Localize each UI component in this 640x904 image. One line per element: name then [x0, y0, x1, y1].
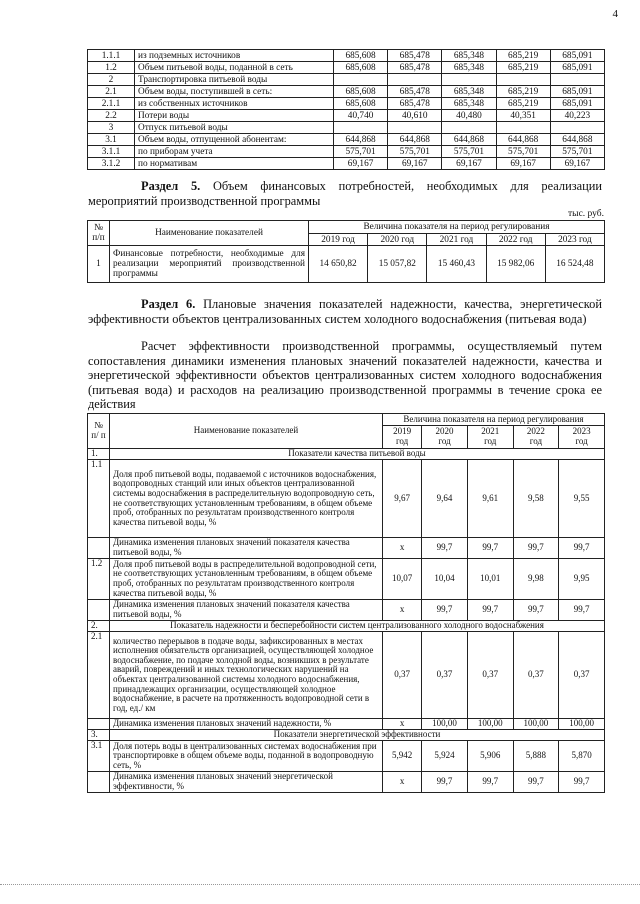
row-value: 685,091: [550, 98, 604, 110]
row-name: Доля проб питьевой воды, подаваемой с источников водоснабжения, водопроводных станций или иных объектов централизованной системы водоснабжения в распределительную водопроводную сеть, не соответствующих установленным требованиям, в общем объеме проб, отобранных по результатам производственного контроля качества питьевой воды, %: [110, 460, 383, 538]
table-row: [88, 122, 605, 134]
row-value: 69,167: [550, 158, 604, 170]
row-value: 15 982,06: [486, 246, 545, 283]
section5-title: Объем финансовых потребностей, необходимых для реализации мероприятий производственной программы: [88, 179, 602, 208]
row-name: Динамика изменения плановых значений показателя качества питьевой воды, %: [110, 538, 383, 559]
row-name: по приборам учета: [135, 146, 334, 158]
row-value: 644,868: [550, 134, 604, 146]
row-value: 99,7: [422, 538, 468, 559]
row-value: 685,348: [442, 50, 496, 62]
header-year: 2022 год: [513, 426, 559, 449]
row-value: [550, 122, 604, 134]
row-value: 685,091: [550, 50, 604, 62]
row-num: 2.1: [88, 86, 135, 98]
row-value: 9,58: [513, 460, 559, 538]
header-name: Наименование показателей: [110, 414, 383, 449]
row-value: 99,7: [559, 600, 605, 621]
table-row: [88, 86, 605, 98]
row-value: 685,219: [496, 86, 550, 98]
row-value: 575,701: [550, 146, 604, 158]
section6-label: Раздел 6.: [141, 297, 196, 311]
row-value: 685,348: [442, 86, 496, 98]
row-num: 2: [88, 74, 135, 86]
row-value: 575,701: [388, 146, 442, 158]
row-value: 69,167: [496, 158, 550, 170]
header-year: 2019 год: [383, 426, 422, 449]
row-value: 15 057,82: [368, 246, 427, 283]
row-value: 99,7: [559, 772, 605, 793]
row-num: 3.1: [88, 134, 135, 146]
row-value: 100,00: [559, 719, 605, 730]
row-value: 9,67: [383, 460, 422, 538]
row-num: 1.1: [88, 460, 110, 538]
group-title: Показатели качества питьевой воды: [110, 449, 605, 460]
row-value: 685,091: [550, 86, 604, 98]
unit-label: тыс. руб.: [568, 209, 604, 219]
row-value: 5,888: [513, 741, 559, 772]
section6-paragraph: Расчет эффективности производственной программы, осуществляемый путем сопоставления динамики изменения плановых значений показателей надежности, качества и энергетической эффективности объектов централизованных систем холодного водоснабжения (питьевая вода) и расходов на реализацию производственной программы в течение срока ее действия: [88, 339, 602, 411]
row-value: [442, 74, 496, 86]
row-name: Динамика изменения плановых значений энергетической эффективности, %: [110, 772, 383, 793]
row-num: 3: [88, 122, 135, 134]
row-name: Доля проб питьевой воды в распределительной водопроводной сети, не соответствующих установленным требованиям, в общем объеме проб, отобранных по результатам производственного контроля качества питьевой воды, %: [110, 559, 383, 600]
row-name: из собственных источников: [135, 98, 334, 110]
row-name: Доля потерь воды в централизованных системах водоснабжения при транспортировке в общем объеме воды, поданной в водопроводную сеть, %: [110, 741, 383, 772]
group-title: Показатель надежности и бесперебойности систем централизованного холодного водоснабжения: [110, 621, 605, 632]
header-num: № п/ п: [88, 414, 110, 449]
row-value: 575,701: [496, 146, 550, 158]
row-value: x: [383, 719, 422, 730]
row-value: [334, 74, 388, 86]
row-value: 9,61: [467, 460, 513, 538]
row-num: 3.1: [88, 741, 110, 772]
row-value: 5,870: [559, 741, 605, 772]
row-value: 685,219: [496, 50, 550, 62]
group-num: 2.: [88, 621, 110, 632]
header-year: 2023 год: [559, 426, 605, 449]
row-name: из подземных источников: [135, 50, 334, 62]
row-value: 0,37: [383, 632, 422, 719]
row-value: 99,7: [559, 538, 605, 559]
row-value: [496, 122, 550, 134]
row-value: 644,868: [388, 134, 442, 146]
row-value: x: [383, 538, 422, 559]
row-value: 15 460,43: [427, 246, 486, 283]
row-value: 644,868: [496, 134, 550, 146]
header-year: 2023 год: [545, 234, 604, 246]
row-value: 685,348: [442, 62, 496, 74]
row-num: 2.1.1: [88, 98, 135, 110]
group-num: 1.: [88, 449, 110, 460]
table-row: [88, 74, 605, 86]
table-row: [88, 62, 605, 74]
row-value: 644,868: [442, 134, 496, 146]
header-year: 2019 год: [309, 234, 368, 246]
header-year: 2021 год: [427, 234, 486, 246]
row-value: 10,04: [422, 559, 468, 600]
row-value: [388, 122, 442, 134]
page-number: 4: [612, 8, 618, 20]
row-value: [334, 122, 388, 134]
header-period: Величина показателя на период регулирования: [383, 414, 605, 426]
row-value: 9,55: [559, 460, 605, 538]
row-name: количество перерывов в подаче воды, зафиксированных в местах исполнения обязательств организацией, осуществляющей холодное водоснабжение, по подаче холодной воды, возникших в результате аварий, повреждений и иных технологических нарушений на объектах централизованной системы холодного водоснабжения, принадлежащих организации, осуществляющей холодное водоснабжение, в расчете на протяженность водопроводной сети в год, ед./ км: [110, 632, 383, 719]
finance-table: [87, 220, 605, 283]
row-value: 100,00: [467, 719, 513, 730]
row-value: 0,37: [467, 632, 513, 719]
header-period: Величина показателя на период регулирования: [309, 221, 605, 234]
row-value: 9,98: [513, 559, 559, 600]
row-value: 40,610: [388, 110, 442, 122]
group-title: Показатели энергетической эффективности: [110, 730, 605, 741]
section5-label: Раздел 5.: [141, 179, 201, 193]
row-name: Финансовые потребности, необходимые для реализации мероприятий производственной программы: [110, 246, 309, 283]
row-value: [496, 74, 550, 86]
row-value: 685,219: [496, 98, 550, 110]
row-value: 9,95: [559, 559, 605, 600]
group-num: 3.: [88, 730, 110, 741]
row-num: 1.2: [88, 559, 110, 600]
header-year: 2020 год: [368, 234, 427, 246]
header-year: 2020 год: [422, 426, 468, 449]
row-value: 100,00: [513, 719, 559, 730]
row-value: [388, 74, 442, 86]
row-name: по нормативам: [135, 158, 334, 170]
table-row: [88, 98, 605, 110]
row-num: 1.1.1: [88, 50, 135, 62]
table-row: [88, 134, 605, 146]
section6-title: Плановые значения показателей надежности, качества, энергетической эффективности объектов централизованных систем холодного водоснабжения (питьевая вода): [88, 297, 602, 326]
row-num: 2.1: [88, 632, 110, 719]
row-value: 69,167: [334, 158, 388, 170]
row-value: 575,701: [442, 146, 496, 158]
row-value: 69,167: [388, 158, 442, 170]
row-value: 0,37: [513, 632, 559, 719]
section5-heading: [88, 179, 602, 208]
row-name: Потери воды: [135, 110, 334, 122]
row-value: 685,478: [388, 98, 442, 110]
section6-heading: [88, 297, 602, 326]
row-value: 685,608: [334, 98, 388, 110]
row-value: 575,701: [334, 146, 388, 158]
row-value: x: [383, 772, 422, 793]
row-value: [442, 122, 496, 134]
row-name: Объем питьевой воды, поданной в сеть: [135, 62, 334, 74]
row-value: 99,7: [422, 600, 468, 621]
row-value: 69,167: [442, 158, 496, 170]
row-value: 685,608: [334, 62, 388, 74]
header-num: № п/п: [88, 221, 110, 246]
row-name: Динамика изменения плановых значений надежности, %: [110, 719, 383, 730]
row-value: 0,37: [559, 632, 605, 719]
row-value: 685,478: [388, 86, 442, 98]
row-value: 40,223: [550, 110, 604, 122]
row-value: 99,7: [467, 600, 513, 621]
row-name: Отпуск питьевой воды: [135, 122, 334, 134]
row-value: 99,7: [513, 600, 559, 621]
row-num: 1.2: [88, 62, 135, 74]
table-row: [88, 158, 605, 170]
row-value: 644,868: [334, 134, 388, 146]
row-value: [550, 74, 604, 86]
row-value: 685,608: [334, 50, 388, 62]
row-value: 99,7: [467, 538, 513, 559]
row-value: 685,478: [388, 62, 442, 74]
row-value: 9,64: [422, 460, 468, 538]
row-value: 0,37: [422, 632, 468, 719]
table-row: [88, 110, 605, 122]
row-value: 685,608: [334, 86, 388, 98]
row-value: 16 524,48: [545, 246, 604, 283]
row-value: 10,01: [467, 559, 513, 600]
row-value: 40,480: [442, 110, 496, 122]
row-num: 2.2: [88, 110, 135, 122]
row-num: 3.1.1: [88, 146, 135, 158]
row-value: x: [383, 600, 422, 621]
row-value: 99,7: [422, 772, 468, 793]
row-value: 5,942: [383, 741, 422, 772]
row-value: 14 650,82: [309, 246, 368, 283]
table-row: [88, 50, 605, 62]
row-name: Транспортировка питьевой воды: [135, 74, 334, 86]
row-value: 5,924: [422, 741, 468, 772]
row-value: 685,348: [442, 98, 496, 110]
row-value: 5,906: [467, 741, 513, 772]
row-value: 40,351: [496, 110, 550, 122]
header-name: Наименование показателей: [110, 221, 309, 246]
page-bottom-edge: [0, 884, 640, 885]
row-name: Объем воды, отпущенной абонентам:: [135, 134, 334, 146]
row-value: 99,7: [513, 772, 559, 793]
row-value: 685,091: [550, 62, 604, 74]
row-num: 1: [88, 246, 110, 283]
row-name: Объем воды, поступившей в сеть:: [135, 86, 334, 98]
row-value: 10,07: [383, 559, 422, 600]
row-value: 40,740: [334, 110, 388, 122]
header-year: 2022 год: [486, 234, 545, 246]
row-num: 3.1.2: [88, 158, 135, 170]
indicators-table: [87, 413, 605, 793]
row-value: 99,7: [467, 772, 513, 793]
header-year: 2021 год: [467, 426, 513, 449]
row-value: 685,478: [388, 50, 442, 62]
row-value: 100,00: [422, 719, 468, 730]
water-balance-table: [87, 49, 605, 170]
row-value: 99,7: [513, 538, 559, 559]
row-value: 685,219: [496, 62, 550, 74]
table-row: [88, 146, 605, 158]
row-name: Динамика изменения плановых значений показателя качества питьевой воды, %: [110, 600, 383, 621]
